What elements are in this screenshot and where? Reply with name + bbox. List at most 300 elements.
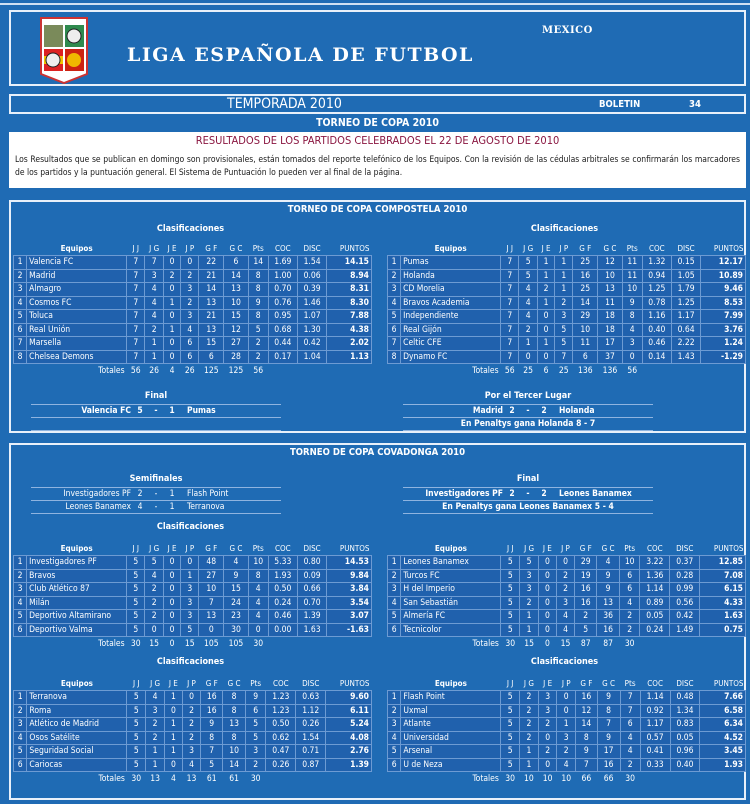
stat: 5 [519,269,538,283]
stat: 0 [539,583,557,597]
score-dash: - [526,489,530,499]
stat: 0.70 [297,596,326,610]
stat: 7 [127,323,145,337]
total-value: 30 [130,638,141,649]
stat: 15 [224,583,249,597]
stat: 0 [163,583,180,597]
stat: 2 [620,610,640,624]
total-value: 136 [602,365,618,376]
table-row [388,283,746,297]
total-value: 30 [131,773,142,784]
stat: 2 [620,623,640,637]
column-header: Equipos [60,544,93,553]
column-header: G C [602,679,616,688]
stat: 4 [556,623,575,637]
team-name: Independiente [401,310,501,324]
stat: 3 [557,731,576,745]
team-name: Pumas [401,256,501,270]
spacer [388,772,401,786]
standings-table [13,677,372,785]
total-value: 56 [627,365,638,376]
puntos: 2.02 [327,337,372,351]
puntos: 10.89 [701,269,746,283]
stat: 24 [224,596,249,610]
stat: 2 [519,718,538,732]
stat: 4 [622,323,642,337]
stat: 21 [199,269,224,283]
stat: 1.69 [268,256,297,270]
stat: 16 [201,691,223,705]
match-row [31,501,281,514]
stat: 4 [145,310,164,324]
column-header: G F [580,679,593,688]
stat: 0 [145,623,164,637]
column-header: J G [524,544,535,553]
stat: 1 [537,337,554,351]
stat: 4 [519,283,538,297]
table-row [388,691,746,705]
stat: 1.14 [640,691,670,705]
team-name: Atlante [401,718,501,732]
total-value: 4 [169,365,175,376]
stat: 1.16 [642,310,671,324]
rank: 2 [388,269,401,283]
stat: 13 [199,296,224,310]
stat: 3 [145,269,164,283]
stat: 1.43 [671,350,700,364]
puntos: 1.93 [700,758,746,772]
column-header: J E [543,679,553,688]
match-row [31,488,281,501]
covadonga-section [9,443,746,800]
column-header: Equipos [434,244,467,253]
stat: 28 [224,350,249,364]
cup-title: TORNEO DE COPA 2010 [316,117,439,129]
stat: 5 [127,731,146,745]
stat: 4 [248,610,268,624]
rank: 2 [388,704,401,718]
stat: 9 [201,718,223,732]
stat: 3 [146,704,165,718]
stat: 6 [181,350,199,364]
column-header: Pts [624,679,636,688]
team-name: Leones Banamex [401,556,501,570]
stat: 7 [201,745,223,759]
compostela-section [9,200,746,433]
spacer [388,242,401,256]
stat: 0.17 [268,350,297,364]
table-row [388,569,746,583]
team-name: Holanda [401,269,501,283]
puntos: 7.99 [701,310,746,324]
rank: 5 [14,745,27,759]
stat: 3 [181,596,199,610]
column-header: J J [132,244,140,253]
puntos: 5.24 [326,718,372,732]
stat: 0.76 [268,296,297,310]
column-header: J J [506,544,514,553]
stat: 12 [224,323,249,337]
stat: 16 [597,758,620,772]
stat: 9 [224,569,249,583]
puntos: 1.13 [327,350,372,364]
stat: 2 [519,323,538,337]
column-header: COC [272,679,289,688]
rank: 4 [14,596,27,610]
puntos: 7.08 [700,569,746,583]
stat: 0 [539,596,557,610]
stat: 0 [539,556,557,570]
team-name: Almagro [27,283,127,297]
stat: 3 [520,583,539,597]
stat: 1 [555,256,573,270]
puntos: 3.54 [327,596,372,610]
stat: 0 [163,283,180,297]
stat: 0.26 [266,758,296,772]
stat: 0 [556,556,575,570]
stat: 5 [501,758,520,772]
table-row [14,731,372,745]
totals-row [388,637,746,651]
stat: 0.71 [296,745,326,759]
stat: 1 [163,296,180,310]
team-name: Toluca [27,310,127,324]
away-team: Terranova [187,502,225,512]
table-row [388,610,746,624]
home-team: Investigadores PF [63,489,131,499]
stat: 1.05 [671,269,700,283]
totals-label: Totales [472,773,499,784]
stat: 0.99 [670,583,700,597]
stat: 6 [246,704,266,718]
stat: 1.07 [297,310,326,324]
stat: 0.50 [268,583,297,597]
stat: 5 [127,596,145,610]
stat: 1 [537,269,554,283]
team-name: Bravos Academia [401,296,501,310]
totals-row [14,364,372,378]
spacer [14,364,27,378]
stat: 9 [597,583,620,597]
rank: 1 [388,691,401,705]
column-header: DISC [302,679,320,688]
stat: 12 [576,704,598,718]
total-value: 125 [203,365,219,376]
stat: 1 [165,731,183,745]
team-name: Marsella [27,337,127,351]
rank: 6 [388,623,401,637]
stat: 0.50 [266,718,296,732]
team-name: San Sebastián [401,596,501,610]
stat: 48 [199,556,224,570]
stat: 0 [163,569,180,583]
team-name: Milán [27,596,127,610]
stat: 7 [127,350,145,364]
section-title: TORNEO DE COPA COVADONGA 2010 [289,447,466,458]
stat: 9 [597,569,620,583]
stat: 6 [573,350,598,364]
column-header: J G [149,244,160,253]
team-name: Chelsea Demons [27,350,127,364]
stat: 7 [127,269,145,283]
stat: 1 [165,718,183,732]
column-header: J E [167,544,177,553]
stat: 0 [537,350,554,364]
stat: 5 [127,745,146,759]
puntos: 12.17 [701,256,746,270]
stat: 1 [537,296,554,310]
team-name: Cosmos FC [27,296,127,310]
stat: 5 [127,623,145,637]
stat: 29 [575,556,597,570]
stat: 6 [620,569,640,583]
totals-label: Totales [472,638,499,649]
total-value: 30 [624,638,635,649]
totals-row [388,364,746,378]
stat: 4 [146,691,165,705]
table-row [388,745,746,759]
stat: 1.54 [296,731,326,745]
stat: 4 [182,758,201,772]
stat: 5 [246,718,266,732]
stat: 1 [520,623,539,637]
totals-label: Totales [98,365,125,376]
stat: 8 [622,310,642,324]
column-header: J P [185,544,195,553]
puntos: 12.85 [700,556,746,570]
stat: 5 [575,623,597,637]
total-value: 25 [523,365,534,376]
score-dash: - [154,502,158,512]
table-row [388,583,746,597]
stat: 3 [181,583,199,597]
stat: 5 [201,758,223,772]
stat: 9 [248,296,268,310]
boletin-label: BOLETIN [599,99,641,110]
rank: 1 [14,256,27,270]
score-dash: - [526,406,530,416]
table-row [14,296,372,310]
stat: 14 [199,283,224,297]
stat: 3 [181,610,199,624]
stat: 0.14 [642,350,671,364]
stat: 1.34 [670,704,700,718]
puntos: 6.11 [326,704,372,718]
stat: 11 [598,296,623,310]
stat: 14 [224,269,249,283]
table-row [14,610,372,624]
country-label: MEXICO [542,25,593,36]
stat: 0.56 [670,596,700,610]
column-header: J J [132,679,140,688]
rank: 4 [388,596,401,610]
puntos: 3.76 [701,323,746,337]
table-row [14,310,372,324]
home-team: Investigadores PF [425,489,503,499]
stat: 7 [199,596,224,610]
stat: 2 [557,745,576,759]
column-header: G F [205,544,218,553]
total-value: 25 [558,365,569,376]
table-row [388,596,746,610]
column-header: J E [167,244,177,253]
team-name: Deportivo Altamirano [27,610,127,624]
stat: 1 [519,337,538,351]
puntos: 8.53 [701,296,746,310]
final-match [31,391,281,431]
column-header: G C [229,544,243,553]
stat: 8 [223,731,246,745]
header-row [388,677,746,691]
column-header: G F [205,244,218,253]
stat: 7 [501,256,519,270]
team-name: Arsenal [401,745,501,759]
away-score: 1 [169,406,175,416]
puntos: 6.58 [700,704,746,718]
stat: 2 [145,596,164,610]
stat: 1 [165,691,183,705]
stat: 1 [145,350,164,364]
column-header: J J [132,544,140,553]
column-header: PUNTOS [713,544,744,553]
home-score: 2 [509,489,515,499]
team-name: Uxmal [401,704,501,718]
stat: 5 [127,691,146,705]
total-value: 66 [603,773,614,784]
total-value: 61 [206,773,217,784]
column-header: COC [647,679,663,688]
standings-table [387,677,746,785]
total-value: 13 [186,773,197,784]
total-value: 56 [130,365,141,376]
stat: 13 [199,323,224,337]
puntos: 7.88 [327,310,372,324]
total-value: 15 [524,638,534,649]
stat: 2 [181,269,199,283]
column-header: COC [274,544,291,553]
column-header: Pts [624,544,636,553]
rank: 6 [14,758,27,772]
rank: 6 [388,323,401,337]
stat: 7 [620,691,640,705]
total-value: 136 [577,365,593,376]
stat: 0 [519,350,538,364]
stat: 16 [201,704,223,718]
stat: 5 [127,704,146,718]
column-header: J E [541,244,551,253]
stat: 0 [182,691,201,705]
spacer [14,772,27,786]
stat: 1.39 [297,610,326,624]
column-header: J P [559,244,569,253]
home-team: Madrid [472,406,503,416]
table-row [14,596,372,610]
stat: 10 [620,556,640,570]
rank: 5 [388,745,401,759]
stat: 27 [199,569,224,583]
stat: 5 [501,718,520,732]
stat: 0 [539,610,557,624]
table-row [14,745,372,759]
stat: 4 [145,283,164,297]
column-header: G F [579,544,592,553]
totals-label: Totales [472,365,499,376]
rank: 3 [388,583,401,597]
stat: 5 [127,569,145,583]
stat: 5 [501,610,520,624]
stat: 5 [555,337,573,351]
stat: 1 [181,569,199,583]
stat: 8 [248,269,268,283]
total-value: 105 [203,638,219,649]
team-name: Roma [27,704,127,718]
stat: 1.46 [297,296,326,310]
rank: 1 [14,556,27,570]
stat: 8 [597,704,620,718]
column-header: J G [149,544,160,553]
stat: 7 [127,337,145,351]
rank: 2 [14,269,27,283]
stat: 4 [248,596,268,610]
column-header: G C [601,544,615,553]
table-row [14,623,372,637]
away-score: 2 [541,406,547,416]
column-header: PUNTOS [339,679,370,688]
season-title: TEMPORADA 2010 [227,96,342,112]
clasificaciones-label: Clasificaciones [156,657,225,667]
stat: 0 [163,310,180,324]
stat: 15 [199,337,224,351]
table-row [388,310,746,324]
match-label: Por el Tercer Lugar [403,391,653,405]
column-header: Pts [252,244,264,253]
table-row [388,323,746,337]
stat: 0 [165,704,183,718]
stat: 2 [538,745,557,759]
spacer [14,542,27,556]
puntos: 4.38 [327,323,372,337]
stat: 1 [165,745,183,759]
total-value: 15 [184,638,195,649]
stat: 2 [246,758,266,772]
table-row [388,623,746,637]
totals-label: Totales [98,773,125,784]
stat: 4 [145,296,164,310]
away-team: Pumas [187,406,216,416]
column-header: J J [506,244,514,253]
stat: 5 [127,583,145,597]
stat: 1.12 [296,704,326,718]
clasificaciones-label: Clasificaciones [530,224,599,234]
spacer [14,242,27,256]
stat: 1.23 [266,704,296,718]
match-row [31,405,281,418]
stat: 0.47 [266,745,296,759]
stat: 1.79 [671,283,700,297]
table-row [14,718,372,732]
stat: 0 [539,623,557,637]
table-row [388,296,746,310]
column-header: G C [603,244,617,253]
standings-table [387,242,746,377]
stat: 0 [163,556,180,570]
stat: 0.42 [670,610,700,624]
stat: 36 [597,610,620,624]
stat: 5 [520,556,539,570]
stat: 0 [199,623,224,637]
table-row [14,269,372,283]
puntos: 3.45 [700,745,746,759]
